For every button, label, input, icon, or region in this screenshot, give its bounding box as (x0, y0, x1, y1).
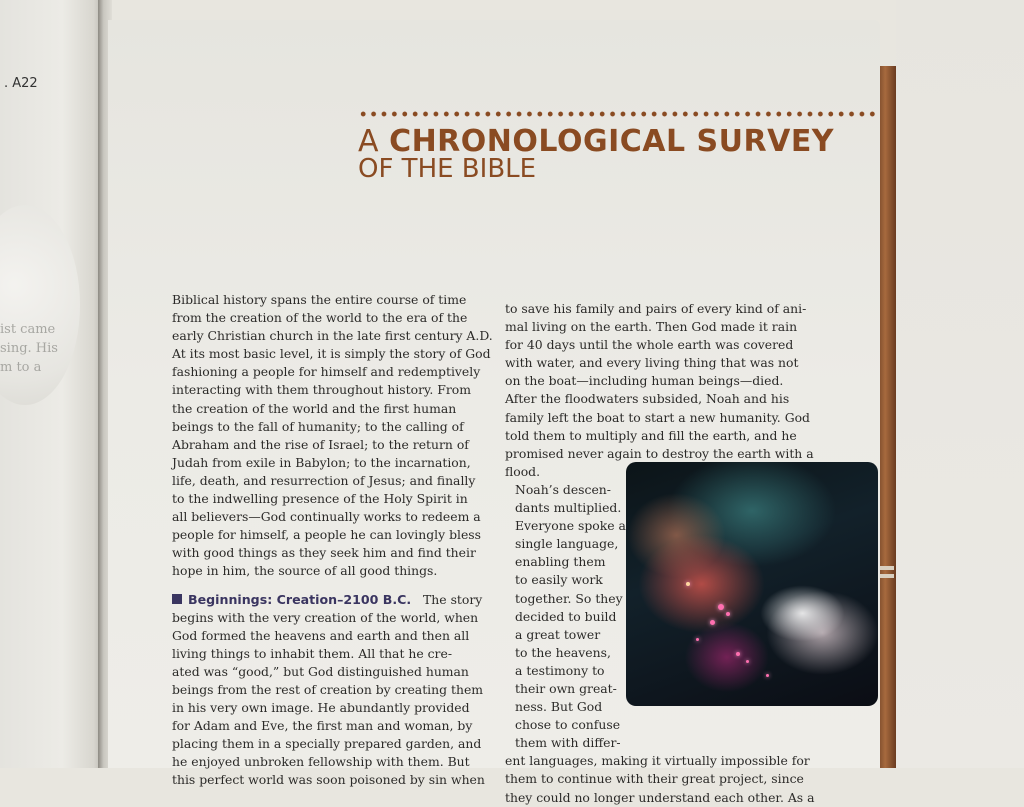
text-line: from the creation of the world to the era of the (172, 310, 468, 326)
flood-paragraph (505, 300, 814, 481)
title-prefix: A (358, 124, 390, 159)
text-line: for 40 days until the whole earth was covered (505, 337, 794, 353)
text-line: Noah’s descen- (515, 481, 611, 497)
text-line: placing them in a specially prepared garden, and (172, 736, 482, 752)
text-line: them with differ- (515, 735, 621, 751)
left-page-bleed-text: ist came sing. His m to a (0, 322, 58, 375)
text-line: flood. (505, 463, 541, 479)
page-subtitle: OF THE BIBLE (358, 154, 537, 184)
babel-paragraph-continued (505, 752, 815, 806)
text-line: to the heavens, (515, 644, 611, 660)
section-beginnings (172, 591, 483, 609)
text-line: Everyone spoke a (515, 518, 626, 534)
text-line: enabling them (515, 554, 606, 570)
left-page (0, 0, 104, 768)
nebula-star (746, 660, 749, 663)
text-line: them to continue with their great project, since (505, 771, 804, 787)
nebula-star (736, 652, 740, 656)
text-line: to easily work (515, 572, 603, 588)
table-surface (896, 0, 1024, 768)
text-line: mal living on the earth. Then God made it rain (505, 319, 798, 335)
book-cover-edge (878, 66, 896, 768)
text-line: begins with the very creation of the world, when (172, 609, 479, 625)
section-first-line: The story (423, 591, 483, 607)
text-line: After the floodwaters subsided, Noah and his (505, 391, 790, 407)
text-line: At its most basic level, it is simply the story of God (172, 346, 491, 362)
section-marker-icon (172, 594, 182, 604)
title-bold: CHRONOLOGICAL SURVEY (389, 124, 835, 159)
text-line: a testimony to (515, 662, 605, 678)
text-line: dants multiplied. (515, 500, 622, 516)
nebula-star (726, 612, 730, 616)
text-line: ated was “good,” but God distinguished human (172, 663, 469, 679)
text-line: people for himself, a people he can lovingly bless (172, 527, 482, 543)
nebula-star (696, 638, 699, 641)
left-column (172, 291, 493, 790)
text-line: this perfect world was soon poisoned by sin when (172, 772, 485, 788)
text-line: with water, and every living thing that was not (505, 355, 799, 371)
text-line: family left the boat to start a new humanity. God (505, 409, 810, 425)
section-heading: Beginnings: Creation–2100 B.C. (188, 591, 412, 607)
text-line: Judah from exile in Babylon; to the incarnation, (172, 454, 471, 470)
nebula-star (686, 582, 690, 586)
text-line: together. So they (515, 590, 623, 606)
text-line: to save his family and pairs of every kind of ani- (505, 301, 807, 316)
section-paragraph (172, 609, 485, 790)
left-page-number: . A22 (4, 76, 38, 91)
text-line: beings to the fall of humanity; to the calling of (172, 418, 464, 434)
text-line: chose to confuse (515, 717, 621, 733)
text-line: God formed the heavens and earth and then all (172, 627, 470, 643)
dotted-rule (358, 110, 878, 118)
text-line: Biblical history spans the entire course of time (172, 292, 467, 307)
nebula-star (710, 620, 715, 625)
nebula-star (766, 674, 769, 677)
cover-stripe (880, 566, 894, 570)
text-line: he enjoyed unbroken fellowship with them. But (172, 754, 470, 770)
nebula-star (718, 604, 724, 610)
text-line: told them to multiply and fill the earth, and he (505, 427, 797, 443)
text-line: the creation of the world and the first human (172, 400, 457, 416)
text-line: they could no longer understand each other. As a (505, 789, 815, 805)
text-line: ent languages, making it virtually impossible for (505, 753, 810, 769)
text-line: hope in him, the source of all good things. (172, 563, 438, 579)
text-line: in his very own image. He abundantly provided (172, 700, 470, 716)
text-line: living things to inhabit them. All that he cre- (172, 645, 452, 661)
text-line: promised never again to destroy the earth with a (505, 445, 814, 461)
text-line: decided to build (515, 608, 617, 624)
text-line: beings from the rest of creation by creating them (172, 681, 484, 697)
text-line: to the indwelling presence of the Holy Spirit in (172, 491, 468, 507)
text-line: interacting with them throughout history. From (172, 382, 471, 398)
text-line: on the boat—including human beings—died. (505, 373, 784, 389)
text-line: for Adam and Eve, the first man and woman, by (172, 718, 473, 734)
text-line: a great tower (515, 626, 601, 642)
text-line: single language, (515, 536, 619, 552)
cover-stripe (880, 574, 894, 578)
text-line: Abraham and the rise of Israel; to the return of (172, 436, 469, 452)
text-line: ness. But God (515, 699, 603, 715)
text-line: early Christian church in the late first century A.D. (172, 328, 493, 344)
text-line: with good things as they seek him and find their (172, 545, 476, 561)
text-line: all believers—God continually works to redeem a (172, 509, 481, 525)
text-line: their own great- (515, 680, 617, 696)
text-line: fashioning a people for himself and redemptively (172, 364, 481, 380)
text-line: life, death, and resurrection of Jesus; and finally (172, 472, 476, 488)
nebula-photo (626, 462, 878, 706)
intro-paragraph (172, 291, 493, 581)
